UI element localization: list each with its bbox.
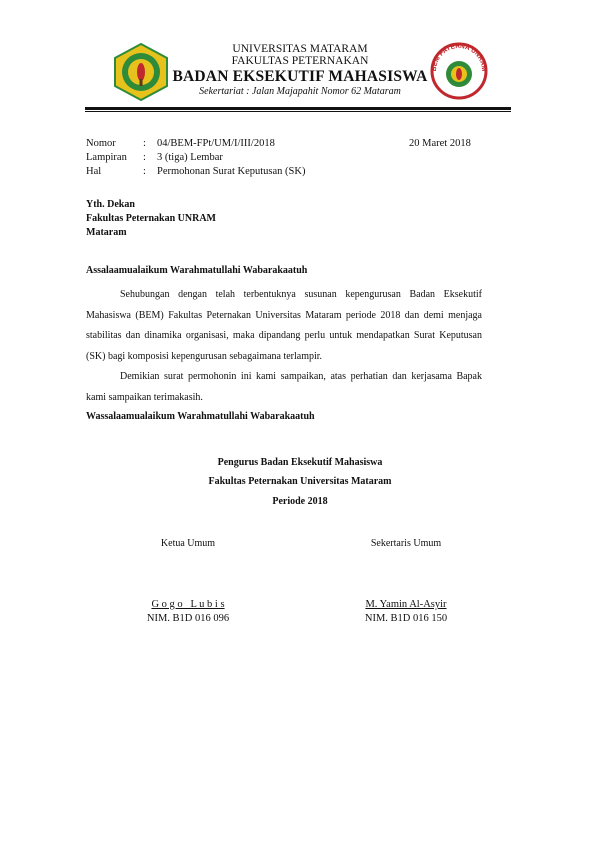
recipient-title: Yth. Dekan (86, 199, 135, 210)
secretary-nim: NIM. B1D 016 150 (364, 613, 448, 624)
nomor-value: 04/BEM-FPt/UM/I/III/2018 (157, 138, 275, 149)
emblem-arc-text: BEM FATERNA UNRAM (430, 42, 488, 72)
lampiran-colon: : (143, 152, 146, 163)
secretary-name: M. Yamin Al-Asyir (365, 599, 447, 610)
hal-colon: : (143, 166, 146, 177)
faculty-name: FAKULTAS PETERNAKAN (231, 55, 369, 67)
hal-value: Permohonan Surat Keputusan (SK) (157, 166, 306, 177)
header-rule-thick (85, 107, 511, 110)
hal-label: Hal (86, 166, 102, 177)
closing-greeting: Wassalaamualaikum Warahmatullahi Wabarakaatuh (86, 411, 315, 422)
header-rule-thin (85, 111, 511, 112)
greeting: Assalaamualaikum Warahmatullahi Wabarakaatuh (86, 265, 308, 276)
chairman-role: Ketua Umum (160, 538, 216, 549)
paragraph-2: Demikian surat permohonin ini kami sampaikan, atas perhatian dan kerjasama Bapak kami sampaikan terimakasih. (86, 371, 482, 403)
paragraph-1: Sehubungan dengan telah terbentuknya susunan kepengurusan Badan Eksekutif Mahasiswa (BEM) Fakultas Peternakan Universitas Mataram periode 2018 dan demi menjaga stabilitas dan dinamika organisasi, maka dipandang perlu untuk mendapatkan Surat Keputusan (SK) bagi komposisi kepengurusan sebagaimana terlampir. (86, 289, 482, 362)
signature-org-line: Pengurus Badan Eksekutif Mahasiswa (217, 457, 383, 468)
lampiran-label: Lampiran (86, 152, 127, 163)
bem-emblem-logo (428, 40, 490, 102)
letter-date: 20 Maret 2018 (409, 138, 471, 149)
signature-faculty-line: Fakultas Peternakan Universitas Mataram (208, 476, 392, 487)
organization-name: BADAN EKSEKUTIF MAHASISWA (172, 68, 428, 85)
chairman-name: G o g o L u b i s (151, 599, 225, 610)
chairman-nim: NIM. B1D 016 096 (146, 613, 230, 624)
signature-period-line: Periode 2018 (272, 496, 328, 507)
secretariat-address: Sekertariat : Jalan Majapahit Nomor 62 Mataram (199, 86, 401, 97)
recipient-faculty: Fakultas Peternakan UNRAM (86, 213, 216, 224)
lampiran-value: 3 (tiga) Lembar (157, 152, 223, 163)
secretary-role: Sekertaris Umum (370, 538, 442, 549)
nomor-label: Nomor (86, 138, 116, 149)
nomor-colon: : (143, 138, 146, 149)
recipient-city: Mataram (86, 227, 127, 238)
university-name: UNIVERSITAS MATARAM (232, 43, 368, 55)
